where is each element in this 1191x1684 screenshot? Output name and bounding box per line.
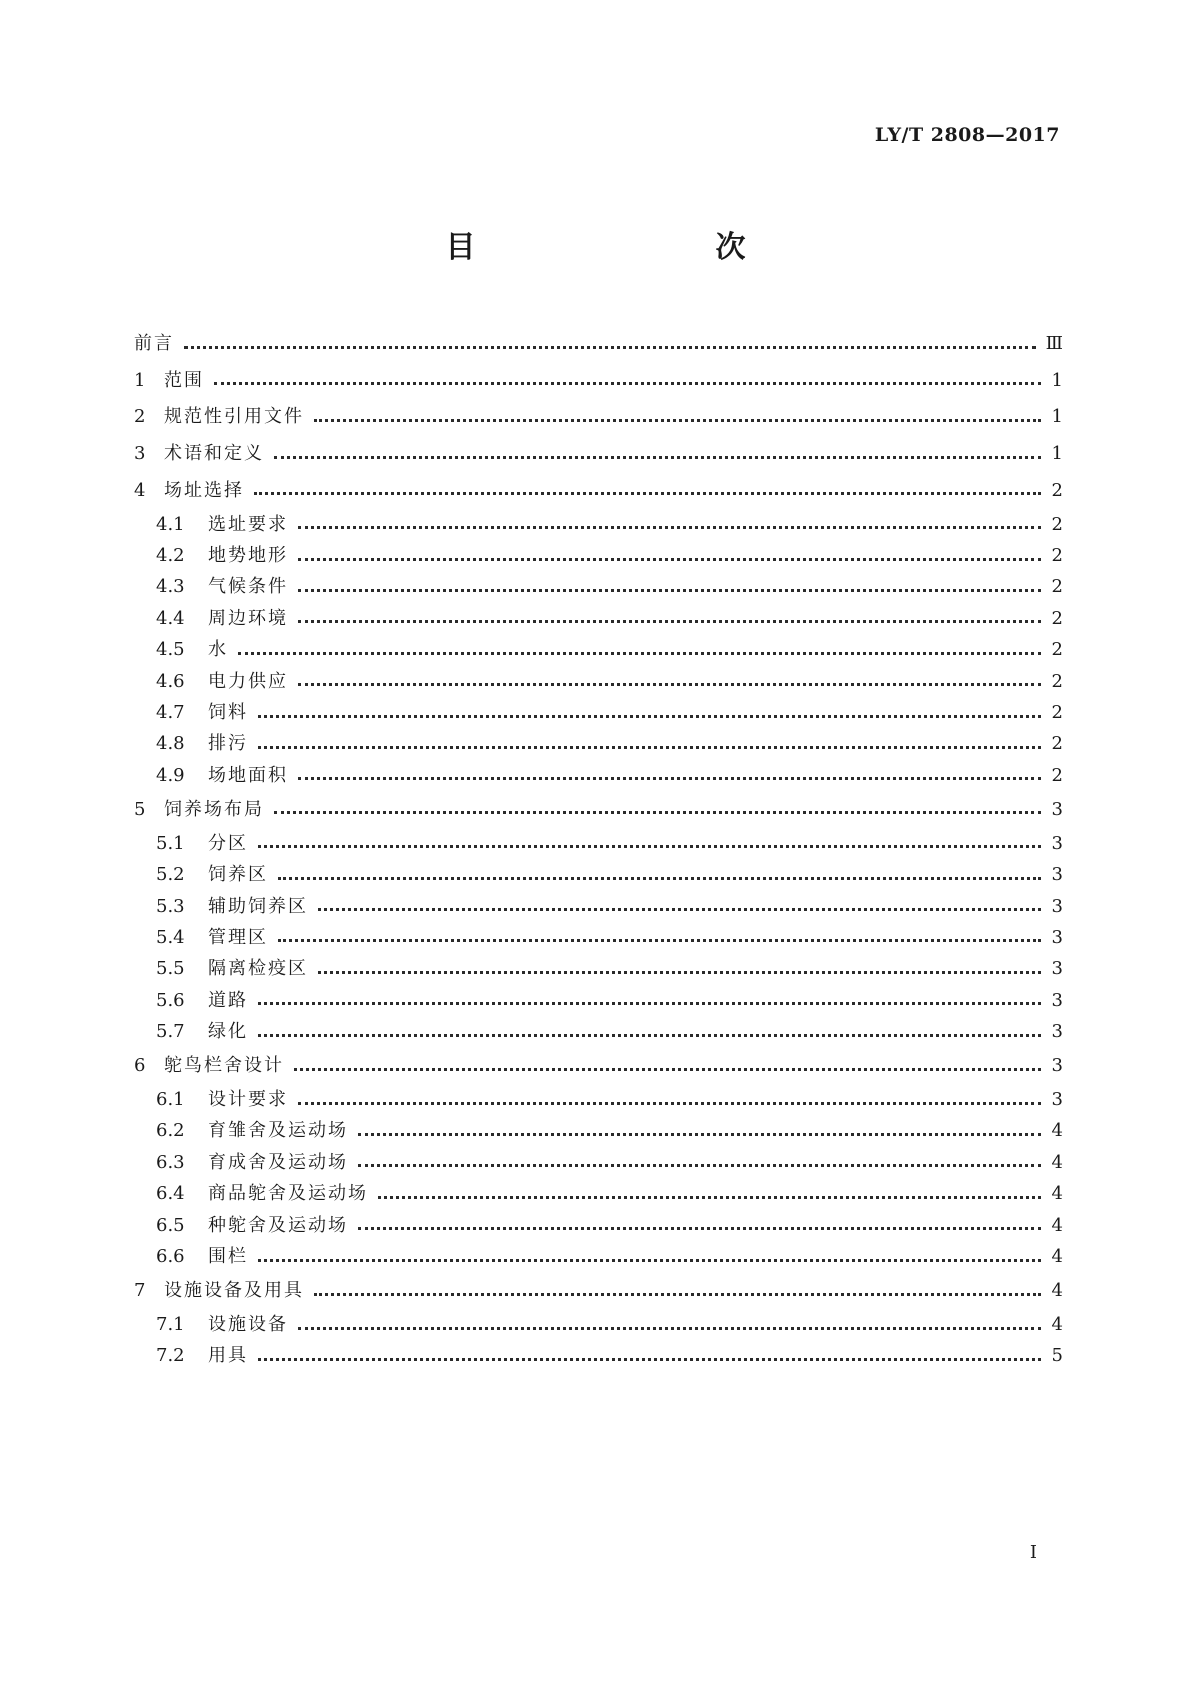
toc-entry-label: 辅助饲养区 xyxy=(208,895,308,917)
dot-leader xyxy=(298,526,1041,529)
toc-entry-label: 商品鸵舍及运动场 xyxy=(208,1183,368,1205)
toc-entry-page: 2 xyxy=(1051,639,1063,661)
toc-entry[interactable] xyxy=(134,828,1063,859)
toc-entry-label: 围栏 xyxy=(208,1246,248,1268)
dot-leader xyxy=(278,939,1041,942)
toc-entry-page: 4 xyxy=(1051,1120,1063,1142)
toc-entry-number: 4.1 xyxy=(156,513,185,535)
toc-entry-number: 4.4 xyxy=(156,607,185,629)
toc-entry-page: 3 xyxy=(1051,1089,1063,1111)
dot-leader xyxy=(258,1358,1041,1361)
footer-page-number: I xyxy=(1029,1542,1037,1563)
toc-entry-page: 3 xyxy=(1051,1055,1063,1077)
toc-entry[interactable] xyxy=(134,572,1063,603)
dot-leader xyxy=(298,683,1041,686)
toc-entry[interactable] xyxy=(134,1048,1063,1085)
dot-leader xyxy=(298,620,1041,623)
toc-entry-label: 前言 xyxy=(134,333,174,355)
dot-leader xyxy=(314,1293,1041,1296)
toc-entry-label: 育雏舍及运动场 xyxy=(208,1120,348,1142)
dot-leader xyxy=(274,456,1041,459)
dot-leader xyxy=(358,1133,1041,1136)
dot-leader xyxy=(214,382,1041,385)
toc-entry[interactable] xyxy=(134,509,1063,540)
toc-entry[interactable] xyxy=(134,1147,1063,1178)
toc-entry-page: 2 xyxy=(1051,545,1063,567)
dot-leader xyxy=(298,1102,1041,1105)
toc-entry[interactable] xyxy=(134,472,1063,509)
toc-entry[interactable] xyxy=(134,326,1063,363)
toc-entry-number: 6.2 xyxy=(156,1120,185,1142)
toc-entry-label: 管理区 xyxy=(208,926,268,948)
toc-entry[interactable] xyxy=(134,1341,1063,1372)
dot-leader xyxy=(358,1227,1041,1230)
toc-entry[interactable] xyxy=(134,1016,1063,1047)
toc-entry-page: 3 xyxy=(1051,798,1063,820)
toc-entry-page: 4 xyxy=(1051,1314,1063,1336)
toc-entry-number: 5.4 xyxy=(156,926,185,948)
dot-leader xyxy=(378,1196,1041,1199)
toc-entry-label: 饲料 xyxy=(208,702,248,723)
toc-entry-number: 7.1 xyxy=(156,1314,185,1336)
dot-leader xyxy=(184,346,1036,349)
toc-entry-number: 6.1 xyxy=(156,1089,185,1111)
toc-entry-label: 电力供应 xyxy=(208,670,288,692)
toc-entry-number: 5.5 xyxy=(156,958,185,980)
toc-entry-number: 6.5 xyxy=(156,1214,185,1236)
toc-entry[interactable] xyxy=(134,760,1063,791)
dot-leader xyxy=(274,811,1041,814)
toc-entry[interactable] xyxy=(134,791,1063,828)
toc-entry-page: 2 xyxy=(1051,607,1063,629)
dot-leader xyxy=(258,1034,1041,1037)
dot-leader xyxy=(358,1164,1041,1167)
toc-entry[interactable] xyxy=(134,635,1063,666)
toc-entry-label: 场地面积 xyxy=(208,764,288,786)
toc-entry-page: 1 xyxy=(1051,406,1063,428)
toc-entry-page: 4 xyxy=(1051,1151,1063,1173)
toc-entry-page: 2 xyxy=(1051,576,1063,598)
toc-entry-label: 周边环境 xyxy=(208,607,288,629)
toc-entry-page: Ⅲ xyxy=(1045,333,1063,355)
toc-entry-page: 3 xyxy=(1051,926,1063,948)
toc-entry-page: 2 xyxy=(1051,513,1063,535)
toc-entry[interactable] xyxy=(134,540,1063,571)
toc-entry-page: 1 xyxy=(1051,369,1063,391)
toc-entry-label: 绿化 xyxy=(208,1021,248,1043)
toc-entry-page: 2 xyxy=(1051,764,1063,786)
toc-entry-label: 鸵鸟栏舍设计 xyxy=(164,1055,284,1077)
toc-entry-number: 5.6 xyxy=(156,989,185,1011)
toc-entry-label: 范围 xyxy=(164,369,204,391)
dot-leader xyxy=(298,558,1041,561)
toc-entry[interactable] xyxy=(134,729,1063,760)
toc-entry-number: 5 xyxy=(134,798,146,820)
toc-entry-number: 6 xyxy=(134,1055,146,1077)
toc-entry[interactable] xyxy=(134,399,1063,436)
toc-entry-label: 种鸵舍及运动场 xyxy=(208,1214,348,1236)
toc-entry-page: 2 xyxy=(1051,702,1063,723)
toc-entry[interactable] xyxy=(134,891,1063,922)
toc-entry-page: 4 xyxy=(1051,1246,1063,1268)
dot-leader xyxy=(258,715,1041,718)
toc-entry-page: 2 xyxy=(1051,670,1063,692)
toc-entry[interactable] xyxy=(134,603,1063,634)
toc-entry-number: 7.2 xyxy=(156,1345,185,1367)
toc-entry-number: 5.1 xyxy=(156,832,185,854)
toc-entry[interactable] xyxy=(134,697,1063,728)
toc-entry[interactable] xyxy=(134,1210,1063,1241)
toc-entry-label: 分区 xyxy=(208,832,248,854)
toc-entry-page: 3 xyxy=(1051,832,1063,854)
toc-entry-number: 5.3 xyxy=(156,895,185,917)
toc-entry-page: 2 xyxy=(1051,479,1063,501)
toc-entry-label: 用具 xyxy=(208,1345,248,1367)
toc-entry[interactable] xyxy=(134,1241,1063,1272)
toc-entry-number: 2 xyxy=(134,406,146,428)
toc-entry-label: 育成舍及运动场 xyxy=(208,1151,348,1173)
dot-leader xyxy=(254,492,1041,495)
toc-entry-number: 4.2 xyxy=(156,545,185,567)
dot-leader xyxy=(278,877,1041,880)
toc-entry[interactable] xyxy=(134,1273,1063,1310)
toc-entry[interactable] xyxy=(134,666,1063,697)
dot-leader xyxy=(258,1002,1041,1005)
toc-entry-page: 4 xyxy=(1051,1183,1063,1205)
dot-leader xyxy=(318,971,1041,974)
dot-leader xyxy=(318,908,1041,911)
toc-entry-page: 3 xyxy=(1051,1021,1063,1043)
toc-entry[interactable] xyxy=(134,985,1063,1016)
toc-entry-page: 1 xyxy=(1051,443,1063,465)
toc-entry-label: 隔离检疫区 xyxy=(208,958,308,980)
dot-leader xyxy=(238,652,1041,655)
toc-entry-number: 6.4 xyxy=(156,1183,185,1205)
toc-entry-number: 3 xyxy=(134,443,146,465)
toc-entry-label: 设施设备 xyxy=(208,1314,288,1336)
dot-leader xyxy=(298,777,1041,780)
toc-entry-page: 3 xyxy=(1051,864,1063,886)
toc-entry-number: 5.2 xyxy=(156,864,185,886)
toc-entry[interactable] xyxy=(134,1116,1063,1147)
toc-entry[interactable] xyxy=(134,954,1063,985)
toc-entry-label: 饲养场布局 xyxy=(164,798,264,820)
toc-entry-number: 7 xyxy=(134,1280,146,1302)
toc-entry-number: 1 xyxy=(134,369,146,391)
toc-entry-label: 排污 xyxy=(208,733,248,755)
toc-entry[interactable] xyxy=(134,436,1063,473)
toc-entry-number: 4.7 xyxy=(156,702,185,723)
toc-entry-number: 4.6 xyxy=(156,670,185,692)
toc-entry-label: 场址选择 xyxy=(164,479,244,501)
toc-entry-page: 4 xyxy=(1051,1280,1063,1302)
toc-entry[interactable] xyxy=(134,859,1063,890)
toc-entry-number: 4.8 xyxy=(156,733,185,755)
toc-entry-number: 5.7 xyxy=(156,1021,185,1043)
toc-entry[interactable] xyxy=(134,1179,1063,1210)
toc-entry-page: 4 xyxy=(1051,1214,1063,1236)
toc-entry-label: 选址要求 xyxy=(208,513,288,535)
toc-entry-label: 地势地形 xyxy=(208,545,288,567)
toc-entry-number: 4 xyxy=(134,479,146,501)
toc-entry-label: 道路 xyxy=(208,989,248,1011)
toc-entry-label: 饲养区 xyxy=(208,864,268,886)
dot-leader xyxy=(314,419,1041,422)
toc-entry-number: 4.9 xyxy=(156,764,185,786)
dot-leader xyxy=(258,746,1041,749)
dot-leader xyxy=(258,845,1041,848)
toc-entry[interactable] xyxy=(134,1084,1063,1115)
toc-entry-number: 6.6 xyxy=(156,1246,185,1268)
toc-entry-page: 2 xyxy=(1051,733,1063,755)
dot-leader xyxy=(298,1327,1041,1330)
toc-title: 目 次 xyxy=(445,230,806,265)
toc-entry-page: 3 xyxy=(1051,989,1063,1011)
toc-entry-label: 气候条件 xyxy=(208,576,288,598)
toc-entry-number: 4.3 xyxy=(156,576,185,598)
toc-entry-label: 设施设备及用具 xyxy=(164,1280,304,1302)
toc-entry[interactable] xyxy=(134,1309,1063,1340)
dot-leader xyxy=(298,589,1041,592)
toc-entry-page: 3 xyxy=(1051,958,1063,980)
toc-entry-label: 水 xyxy=(208,639,228,661)
standard-number: LY/T 2808—2017 xyxy=(874,124,1060,146)
toc-entry-page: 5 xyxy=(1051,1345,1063,1367)
toc-entry-number: 6.3 xyxy=(156,1151,185,1173)
toc-entry-label: 术语和定义 xyxy=(164,443,264,465)
toc-entry-label: 设计要求 xyxy=(208,1089,288,1111)
toc-entry-label: 规范性引用文件 xyxy=(164,406,304,428)
dot-leader xyxy=(258,1259,1041,1262)
dot-leader xyxy=(294,1068,1041,1071)
toc-entry[interactable] xyxy=(134,363,1063,400)
toc-entry-number: 4.5 xyxy=(156,639,185,661)
table-of-contents xyxy=(134,326,1063,1372)
toc-entry[interactable] xyxy=(134,922,1063,953)
toc-entry-page: 3 xyxy=(1051,895,1063,917)
